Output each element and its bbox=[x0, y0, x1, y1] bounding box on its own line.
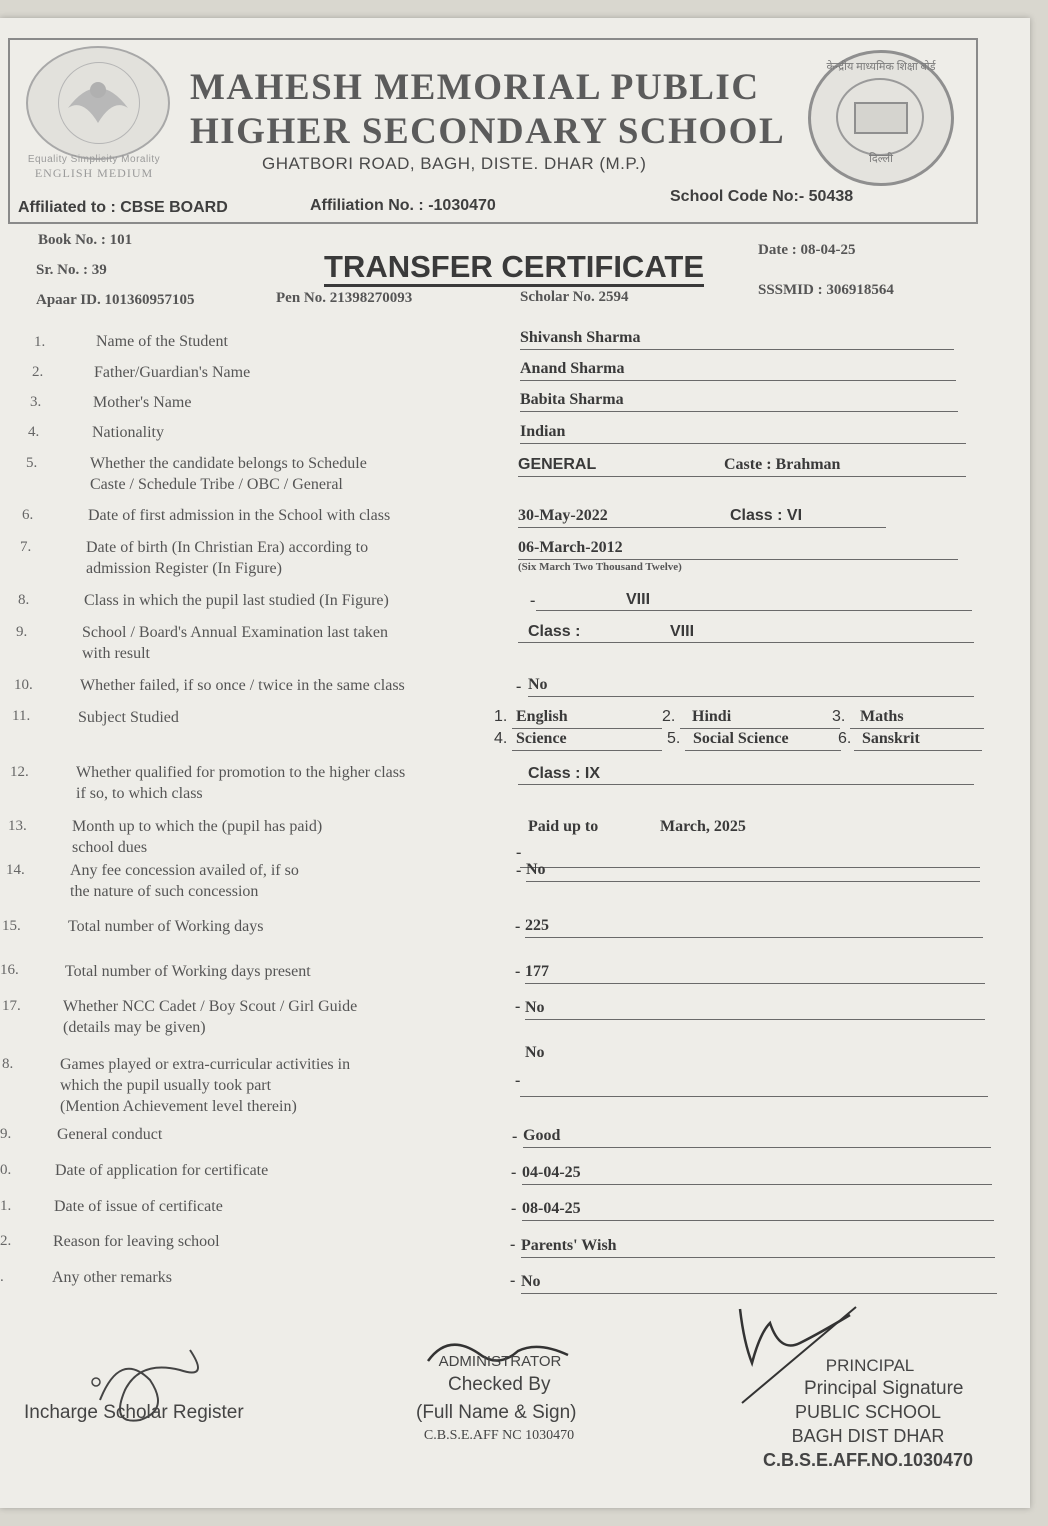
dash: - bbox=[510, 1236, 516, 1253]
row-label-failed: Whether failed, if so once / twice in the same class bbox=[80, 677, 405, 694]
row-label-days-present: Total number of Working days present bbox=[65, 963, 311, 980]
row-number: 2. bbox=[0, 1233, 12, 1249]
row-label-line: (details may be given) bbox=[63, 1019, 206, 1036]
subject-number: 5. bbox=[667, 730, 681, 747]
last-class-value: VIII bbox=[536, 590, 972, 611]
row-number: 10. bbox=[14, 677, 33, 693]
stamp-line: BAGH DIST DHAR bbox=[791, 1426, 945, 1446]
row-number: 7. bbox=[20, 539, 32, 555]
row-label-line: Any fee concession availed of, if so bbox=[70, 862, 299, 879]
affiliated-to: Affiliated to : CBSE BOARD bbox=[18, 199, 228, 216]
school-emblem-icon bbox=[26, 46, 170, 160]
subject-item: Sanskrit bbox=[854, 729, 982, 751]
promotion-value: Class : IX bbox=[518, 764, 974, 785]
row-label-line: Games played or extra-curricular activities in bbox=[60, 1056, 351, 1073]
row-label-line: (Mention Achievement level therein) bbox=[60, 1098, 297, 1115]
row-number: 13. bbox=[8, 818, 27, 834]
row-label-line: Date of birth (In Christian Era) according to bbox=[86, 539, 369, 556]
row-label-category bbox=[90, 453, 367, 495]
application-date-value: 04-04-25 bbox=[522, 1163, 992, 1185]
row-number: 9. bbox=[16, 624, 28, 640]
father-name-value: Anand Sharma bbox=[520, 359, 956, 381]
stamp-line: ADMINISTRATOR bbox=[438, 1353, 562, 1370]
fee-paid-prefix: Paid up to bbox=[528, 818, 599, 835]
dash: - bbox=[515, 918, 521, 935]
subject-number: 1. bbox=[494, 708, 508, 725]
cbse-logo-top-text: केन्द्रीय माध्यमिक शिक्षा बोर्ड bbox=[826, 61, 936, 73]
row-label-line: Whether qualified for promotion to the higher class bbox=[76, 764, 406, 781]
row-label-remarks: Any other remarks bbox=[52, 1269, 172, 1286]
row-label-mother-name: Mother's Name bbox=[93, 394, 192, 411]
row-number: 0. bbox=[0, 1162, 12, 1178]
certificate-page bbox=[0, 18, 1030, 1508]
row-label-line: with result bbox=[82, 645, 150, 662]
principal-stamp-title: PRINCIPAL bbox=[825, 1356, 915, 1375]
subject-item: Hindi bbox=[680, 707, 840, 729]
working-days-value: 225 bbox=[525, 916, 983, 938]
administrator-stamp bbox=[410, 1354, 590, 1370]
admission-date-text: 30-May-2022 bbox=[518, 507, 608, 524]
row-label-line: if so, to which class bbox=[76, 785, 203, 802]
subject-item: Social Science bbox=[685, 729, 841, 751]
serial-number: Sr. No. : 39 bbox=[36, 262, 107, 278]
remarks-value: No bbox=[521, 1272, 997, 1294]
row-label-line: the nature of such concession bbox=[70, 883, 259, 900]
admission-class-text: Class : VI bbox=[730, 507, 803, 524]
apaar-id: Apaar ID. 101360957105 bbox=[36, 292, 195, 308]
caste-text: Caste : Brahman bbox=[724, 456, 841, 473]
book-icon bbox=[854, 102, 908, 134]
admission-date-value bbox=[518, 506, 886, 528]
row-number: 17. bbox=[2, 998, 21, 1014]
dash: - bbox=[510, 1272, 516, 1289]
last-exam-class: VIII bbox=[670, 623, 695, 640]
row-label-ncc bbox=[63, 996, 357, 1038]
incharge-label: Incharge Scholar Register bbox=[24, 1402, 244, 1423]
dob-in-words: (Six March Two Thousand Twelve) bbox=[518, 561, 682, 573]
row-label-application-date: Date of application for certificate bbox=[55, 1162, 269, 1179]
failed-value: No bbox=[528, 675, 974, 697]
row-label-student-name: Name of the Student bbox=[96, 333, 228, 350]
school-motto: Equality Simplicity Morality bbox=[27, 154, 161, 165]
last-exam-prefix: Class : bbox=[528, 623, 581, 640]
days-present-value: 177 bbox=[525, 962, 985, 984]
row-number: 6. bbox=[22, 507, 34, 523]
school-medium: ENGLISH MEDIUM bbox=[34, 166, 154, 180]
row-label-line: which the pupil usually took part bbox=[60, 1077, 272, 1094]
row-label-issue-date: Date of issue of certificate bbox=[54, 1198, 223, 1215]
school-name-line2: HIGHER SECONDARY SCHOOL bbox=[190, 111, 786, 152]
mother-name-value: Babita Sharma bbox=[520, 390, 958, 412]
row-number: 3. bbox=[30, 394, 42, 410]
dash: - bbox=[511, 1164, 517, 1181]
dash: - bbox=[516, 678, 522, 695]
row-number: 16. bbox=[0, 962, 19, 978]
last-exam-value bbox=[518, 622, 974, 643]
school-name bbox=[190, 66, 790, 154]
row-label-games bbox=[60, 1054, 350, 1117]
school-code: School Code No:- 50438 bbox=[670, 188, 854, 205]
principal-stamp bbox=[762, 1400, 974, 1472]
dash: - bbox=[515, 963, 521, 980]
nationality-value: Indian bbox=[520, 422, 966, 444]
administrator-stamp-affiliation: C.B.S.E.AFF NC 1030470 bbox=[423, 1428, 575, 1443]
row-label-line: School / Board's Annual Examination last taken bbox=[82, 624, 388, 641]
leaving-reason-value: Parents' Wish bbox=[521, 1236, 995, 1258]
row-label-line: admission Register (In Figure) bbox=[86, 560, 282, 577]
row-label-line: Whether the candidate belongs to Schedule bbox=[90, 455, 367, 472]
row-label-conduct: General conduct bbox=[57, 1126, 163, 1143]
row-number: 8. bbox=[18, 592, 30, 608]
cbse-logo-bottom-text: दिल्ली bbox=[869, 153, 893, 165]
row-number: 11. bbox=[12, 708, 31, 724]
dash: - bbox=[516, 862, 522, 879]
checked-by-label: Checked By bbox=[448, 1374, 551, 1395]
row-label-admission-date: Date of first admission in the School with class bbox=[88, 507, 391, 524]
row-label-last-exam bbox=[82, 622, 388, 664]
row-label-fee-paid bbox=[72, 816, 322, 858]
row-number: 9. bbox=[0, 1126, 12, 1142]
row-number: 12. bbox=[10, 764, 29, 780]
row-number: 4. bbox=[28, 424, 40, 440]
row-number: 5. bbox=[26, 455, 38, 471]
subject-number: 4. bbox=[494, 730, 508, 747]
subject-item: English bbox=[512, 707, 662, 729]
dash: - bbox=[516, 844, 522, 861]
category-value bbox=[518, 455, 966, 477]
row-label-line: Caste / Schedule Tribe / OBC / General bbox=[90, 476, 343, 493]
cbse-logo bbox=[808, 50, 954, 186]
pen-number: Pen No. 21398270093 bbox=[276, 290, 413, 306]
stamp-line: C.B.S.E.AFF.NO.1030470 bbox=[762, 1450, 974, 1470]
subject-item: Maths bbox=[850, 707, 984, 729]
dash: - bbox=[515, 998, 521, 1015]
games-underline bbox=[520, 1076, 988, 1097]
subject-number: 6. bbox=[838, 730, 852, 747]
dash: - bbox=[530, 592, 536, 609]
games-value: No bbox=[525, 1044, 545, 1061]
row-label-fee-concession bbox=[70, 860, 299, 902]
row-label-line: school dues bbox=[72, 839, 148, 856]
row-number: 15. bbox=[2, 918, 21, 934]
row-label-last-class: Class in which the pupil last studied (In Figure) bbox=[84, 592, 389, 609]
subject-item: Science bbox=[512, 729, 662, 751]
book-number: Book No. : 101 bbox=[38, 232, 133, 248]
certificate-title: TRANSFER CERTIFICATE bbox=[324, 250, 704, 287]
dob-value: 06-March-2012 bbox=[518, 538, 958, 560]
row-label-subjects: Subject Studied bbox=[78, 709, 179, 726]
row-label-working-days: Total number of Working days bbox=[68, 918, 264, 935]
row-number: 2. bbox=[32, 364, 44, 380]
subject-number: 3. bbox=[832, 708, 846, 725]
row-label-father-name: Father/Guardian's Name bbox=[94, 364, 251, 381]
scholar-number: Scholar No. 2594 bbox=[520, 289, 629, 305]
checked-by-sub: (Full Name & Sign) bbox=[416, 1402, 577, 1423]
row-number: 1. bbox=[0, 1198, 12, 1214]
stamp-line: PUBLIC SCHOOL bbox=[794, 1402, 942, 1422]
category-text: GENERAL bbox=[518, 456, 597, 473]
row-label-line: Month up to which the (pupil has paid) bbox=[72, 818, 323, 835]
student-name-value: Shivansh Sharma bbox=[520, 328, 954, 350]
sssmid: SSSMID : 306918564 bbox=[758, 282, 894, 298]
row-label-nationality: Nationality bbox=[92, 424, 164, 441]
school-logo bbox=[14, 46, 174, 180]
affiliation-number: Affiliation No. : -1030470 bbox=[310, 197, 496, 214]
row-label-dob bbox=[86, 537, 368, 579]
dash: - bbox=[512, 1128, 518, 1145]
row-number: 1. bbox=[34, 334, 46, 350]
certificate-date: Date : 08-04-25 bbox=[758, 242, 856, 258]
fee-paid-month: March, 2025 bbox=[660, 818, 746, 835]
row-number: 14. bbox=[6, 862, 25, 878]
school-address: GHATBORI ROAD, BAGH, DISTE. DHAR (M.P.) bbox=[262, 154, 647, 173]
school-name-line1: MAHESH MEMORIAL PUBLIC bbox=[190, 67, 760, 108]
issue-date-value: 08-04-25 bbox=[522, 1199, 994, 1221]
principal-signature-label: Principal Signature bbox=[804, 1378, 964, 1399]
row-label-line: Whether NCC Cadet / Boy Scout / Girl Guide bbox=[63, 998, 358, 1015]
row-number: 8. bbox=[2, 1056, 14, 1072]
subject-number: 2. bbox=[662, 708, 676, 725]
dash: - bbox=[515, 1072, 521, 1089]
fee-concession-value: No bbox=[526, 860, 980, 882]
row-label-leaving-reason: Reason for leaving school bbox=[53, 1233, 220, 1250]
row-number: . bbox=[0, 1269, 4, 1285]
row-label-promotion bbox=[76, 762, 405, 804]
dash: - bbox=[511, 1200, 517, 1217]
conduct-value: Good bbox=[523, 1126, 991, 1148]
ncc-value: No bbox=[525, 998, 985, 1020]
